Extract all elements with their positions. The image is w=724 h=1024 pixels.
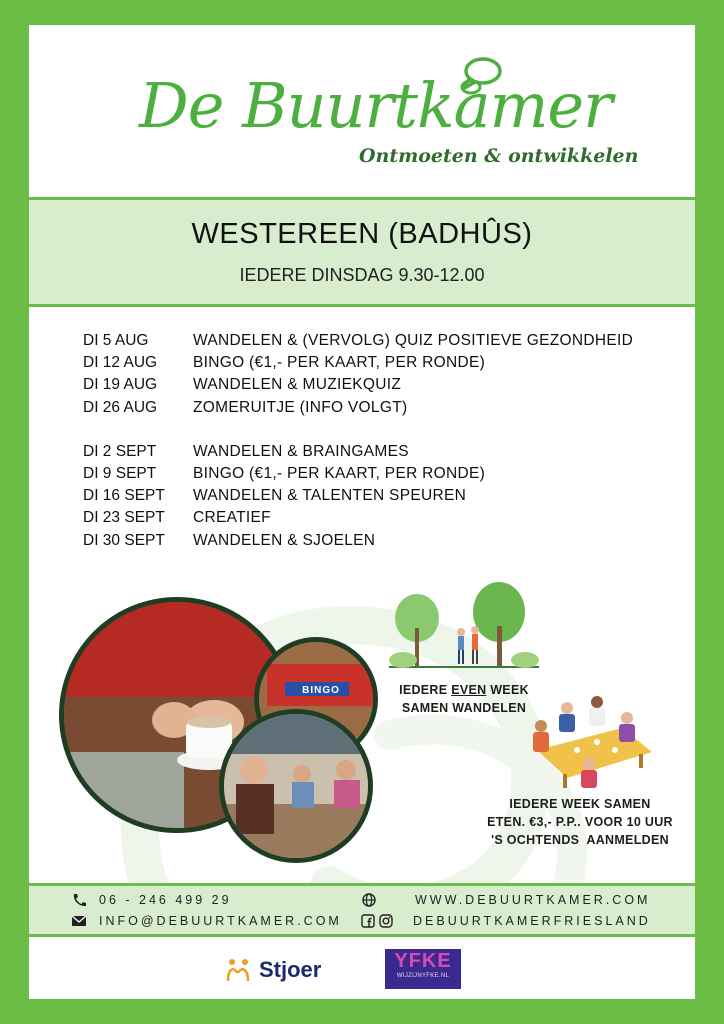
walk-note-emphasis: EVEN bbox=[451, 683, 487, 697]
program-activity: WANDELEN & SJOELEN bbox=[193, 531, 376, 549]
yfke-sub: WIJZIJNYFKE.NL bbox=[396, 973, 450, 979]
program-row bbox=[83, 441, 683, 463]
program-activity: WANDELEN & BRAINGAMES bbox=[193, 442, 409, 460]
contact-phone-text: 06 - 246 499 29 bbox=[99, 893, 232, 907]
header bbox=[29, 25, 695, 197]
eat-note bbox=[485, 795, 675, 849]
contact-website-text: WWW.DEBUURTKAMER.COM bbox=[415, 893, 651, 907]
program-row bbox=[83, 330, 683, 352]
logo-subtitle: Ontmoeten & ontwikkelen bbox=[359, 145, 639, 167]
walk-note-line1 bbox=[384, 681, 544, 699]
program-date: DI 5 AUG bbox=[83, 332, 149, 349]
logo-title: De Buurtkamer bbox=[139, 69, 612, 142]
walking-illustration bbox=[389, 580, 539, 675]
stjoer-logo bbox=[225, 957, 321, 983]
program-spacer bbox=[83, 419, 683, 441]
program-date: DI 26 AUG bbox=[83, 398, 158, 416]
contact-email-text: INFO@DEBUURTKAMER.COM bbox=[99, 914, 342, 928]
program-row bbox=[83, 352, 683, 374]
yfke-logo bbox=[385, 949, 461, 989]
walk-note-line2: SAMEN WANDELEN bbox=[401, 701, 527, 715]
social-icons bbox=[361, 914, 393, 928]
program-row bbox=[83, 507, 683, 529]
partner-logos bbox=[29, 937, 695, 999]
phone-icon bbox=[71, 893, 87, 907]
program-activity: CREATIEF bbox=[193, 509, 271, 527]
walk-note bbox=[384, 681, 544, 717]
walk-note-prefix: IEDERE bbox=[399, 683, 452, 697]
program-activity: WANDELEN & TALENTEN SPEUREN bbox=[193, 487, 467, 505]
location-band bbox=[29, 197, 695, 307]
program-row bbox=[83, 374, 683, 396]
stjoer-label: Stjoer bbox=[259, 957, 322, 982]
program-date: DI 30 SEPT bbox=[83, 531, 165, 549]
contact-social-text: DEBUURTKAMERFRIESLAND bbox=[413, 914, 651, 928]
contact-phone[interactable] bbox=[71, 893, 232, 907]
program-date: DI 23 SEPT bbox=[83, 509, 165, 527]
program-list bbox=[83, 330, 683, 552]
program-row bbox=[83, 463, 683, 485]
mail-icon bbox=[71, 914, 87, 928]
program-date: DI 19 AUG bbox=[83, 376, 158, 394]
speech-bubble-icon bbox=[457, 55, 503, 99]
yfke-main: YFKE bbox=[394, 950, 452, 972]
program-date: DI 16 SEPT bbox=[83, 487, 165, 505]
contact-band bbox=[29, 883, 695, 937]
eat-note-line1: IEDERE WEEK SAMEN bbox=[509, 797, 651, 811]
program-row bbox=[83, 485, 683, 507]
stjoer-people-icon bbox=[225, 957, 255, 983]
photo-group-playing bbox=[219, 709, 373, 863]
program-date: DI 2 SEPT bbox=[83, 442, 157, 460]
contact-website[interactable] bbox=[361, 893, 650, 907]
schedule-line: IEDERE DINSDAG 9.30-12.00 bbox=[239, 265, 485, 285]
program-activity: ZOMERUITJE (INFO VOLGT) bbox=[193, 398, 408, 416]
program-date: DI 12 AUG bbox=[83, 354, 158, 372]
contact-social[interactable] bbox=[361, 914, 651, 928]
program-activity: WANDELEN & MUZIEKQUIZ bbox=[193, 376, 402, 394]
program-activity: BINGO (€1,- PER KAART, PER RONDE) bbox=[193, 465, 486, 483]
program-date: DI 9 SEPT bbox=[83, 465, 157, 483]
program-activity: BINGO (€1,- PER KAART, PER RONDE) bbox=[193, 354, 486, 372]
program-activity: WANDELEN & (VERVOLG) QUIZ POSITIEVE GEZONDHEID bbox=[193, 332, 634, 349]
program-row bbox=[83, 397, 683, 419]
eat-note-line2: ETEN. €3,- P.P.. VOOR 10 UUR bbox=[487, 815, 673, 829]
poster bbox=[29, 25, 695, 999]
globe-icon bbox=[361, 893, 377, 907]
facebook-icon bbox=[361, 914, 375, 928]
walk-note-suffix: WEEK bbox=[486, 683, 529, 697]
instagram-icon bbox=[379, 914, 393, 928]
program-row bbox=[83, 530, 683, 552]
bingo-board-label: BINGO bbox=[302, 685, 340, 696]
contact-email[interactable] bbox=[71, 914, 342, 928]
dining-illustration bbox=[527, 690, 657, 790]
eat-note-line3: 'S OCHTENDS AANMELDEN bbox=[491, 833, 669, 847]
location-title: WESTEREEN (BADHÛS) bbox=[191, 218, 533, 250]
